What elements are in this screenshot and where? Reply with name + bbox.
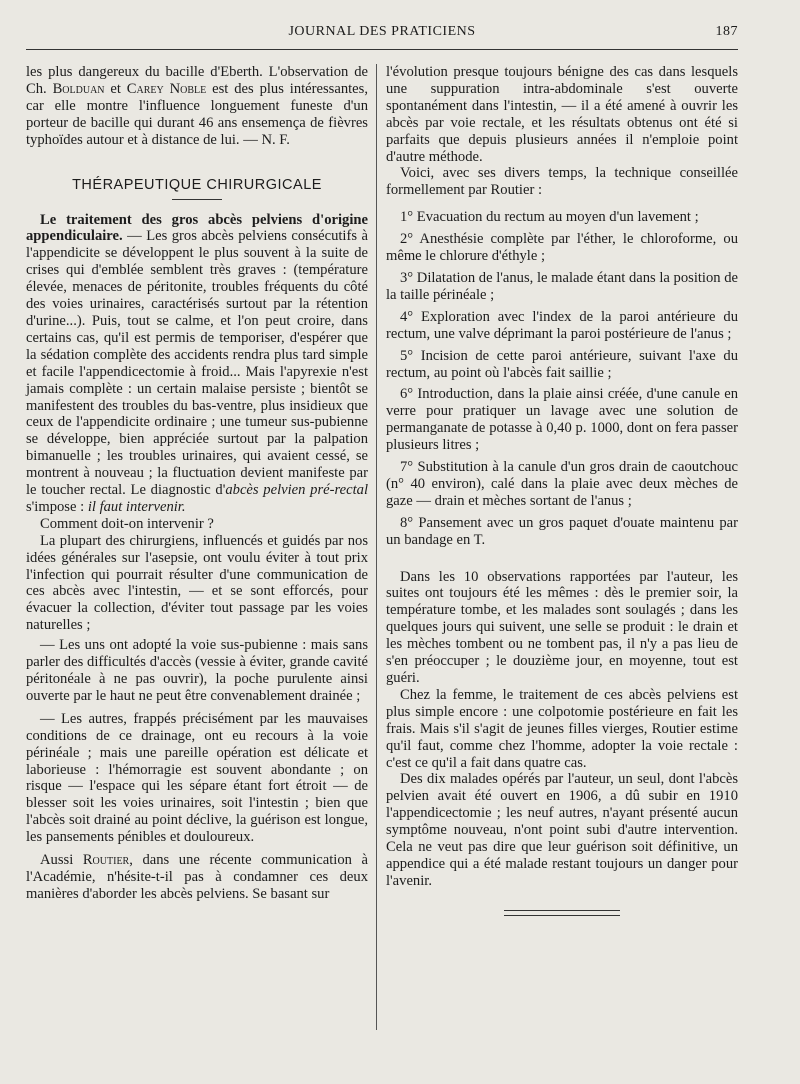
technique-steps (386, 209, 738, 548)
article-paragraph: — Les uns ont adopté la voie sus-pubienne : mais sans parler des difficultés d'accès (vessie à éviter, grande cavité péritonéale à ne pas ouvrir), la poche purulente ainsi ouverte par le haut ne peut être convenablement drainée ; (26, 637, 368, 704)
page-header (26, 24, 738, 46)
article-paragraph: Le traitement des gros abcès pelviens d'origine appendiculaire. — Les gros abcès pelviens consécutifs à l'appendicite se développent le plus souvent à la suite de crises qui d'emblée semblent très graves : (température élevée, menaces de péritonite, troubles fréquents du côté des voies urinaires, caractérisés surtout par la rétention d'urine...). Puis, tout se calme, et l'on peut croire, dans certains cas, qu'il est permis de temporiser, d'espérer que la sédation complète des accidents rendra plus tard simple et facile l'appendicectomie à froid... Mais l'apyrexie n'est jamais complète : un certain malaise persiste ; bientôt se manifestent des troubles du bas-ventre, plus insidieux que ceux de l'appendicite ordinaire ; une tumeur sus-pubienne se développe, bien appréciée surtout par la palpation bimanuelle ; les troubles urinaires, qui avaient cessé, se montrent à nouveau ; la fluctuation devient manifeste par le toucher rectal. Le diagnostic d'abcès pelvien pré-rectal s'impose : il faut intervenir. (26, 211, 368, 515)
technique-step: 6° Introduction, dans la plaie ainsi créée, d'une canule en verre pour pratiquer un lavage avec une solution de permanganate de potasse à 0,40 p. 1000, dont on fera passer plusieurs litres ; (386, 386, 738, 454)
technique-step: 8° Pansement avec un gros paquet d'ouate maintenu par un bandage en T. (386, 514, 738, 548)
header-rule (26, 49, 738, 50)
article-paragraph: l'évolution presque toujours bénigne des cas dans lesquels une suppuration intra-abdominale s'est ouverte spontanément dans l'intestin, — il a été amené à ouvrir les abcès par voie rectale, et les résultats obtenus ont été si parfaits que depuis plusieurs années il n'emploie point d'autre méthode. (386, 64, 738, 165)
right-column (386, 64, 738, 916)
column-divider (376, 64, 377, 1030)
article-title: Le traitement des gros abcès pelviens d'origine appendiculaire. (26, 211, 368, 245)
author-name: Routier (82, 852, 130, 869)
article-paragraph: Dans les 10 observations rapportées par l'auteur, les suites ont toujours été les mêmes : dès le premier soir, la température tombe, et les malades sont soulagés ; dans les quelques jours qui suivent, une selle se produit : le drain et les mèches tombent ou ne tombent pas, il n'y a pas lieu de s'en préoccuper ; le douzième jour, en moyenne, tout est guéri. (386, 568, 738, 686)
technique-step: 7° Substitution à la canule d'un gros drain de caoutchouc (n° 40 environ), calé dans la plaie avec deux mèches de gaze — drain et mèches sortant de l'anus ; (386, 459, 738, 509)
article-paragraph: Aussi Routier, dans une récente communication à l'Académie, n'hésite-t-il pas à condamner ces deux manières d'aborder les abcès pelviens. Se basant sur (26, 852, 368, 902)
article-paragraph: — Les autres, frappés précisément par les mauvaises conditions de ce drainage, ont eu recours à la voie périnéale ; mais une pareille opération est délicate et laborieuse : l'hémorragie est souvent abondante ; on risque — l'espace qui les sépare étant fort étroit — de blesser soit les voies urinaires, soit l'intestin ; bien que l'abcès soit drainé au point déclive, la guérison est longue, les pansements pénibles et douloureux. (26, 710, 368, 846)
journal-title: JOURNAL DES PRATICIENS (288, 24, 476, 39)
page-number: 187 (715, 24, 738, 39)
end-of-article-rule (504, 910, 620, 916)
intro-paragraph: les plus dangereux du bacille d'Eberth. L'observation de Ch. Bolduan et Carey Noble est des plus intéressantes, car elle montre l'influence longuement funeste d'un porteur de bacille qui durant 46 ans ensemença de fièvres typhoïdes autour et à distance de lui. — N. F. (26, 64, 368, 148)
left-column (26, 64, 368, 903)
section-title: THÉRAPEUTIQUE CHIRURGICALE (72, 176, 322, 193)
author-name: Carey Noble (126, 80, 207, 97)
article-paragraph: Chez la femme, le traitement de ces abcès pelviens est plus simple encore : une colpotomie postérieure en fait les frais. Mais s'il s'agit de jeunes filles vierges, Routier estime qu'il faut, comme chez l'homme, adopter la voie rectale : c'est ce qu'il a fait dans quatre cas. (386, 686, 738, 771)
article-paragraph: Comment doit-on intervenir ? (40, 515, 214, 532)
technique-step: 5° Incision de cette paroi antérieure, suivant l'axe du rectum, au point où l'abcès fait saillie ; (386, 347, 738, 381)
article-paragraph: Des dix malades opérés par l'auteur, un seul, dont l'abcès pelvien avait été ouvert en 1906, a dû subir en 1910 l'appendicectomie ; les neuf autres, n'ayant présenté aucun symptôme nouveau, n'ont point subi d'autre intervention. Cela ne veut pas dire que leur guérison soit définitive, un appendice qui a été malade restant toujours un danger pour l'avenir. (386, 771, 738, 889)
article-paragraph: Voici, avec ses divers temps, la technique conseillée formellement par Routier : (386, 165, 738, 199)
section-rule (172, 199, 222, 200)
technique-step: 1° Evacuation du rectum au moyen d'un lavement ; (400, 209, 699, 226)
technique-step: 4° Exploration avec l'index de la paroi antérieure du rectum, une valve déprimant la paroi postérieure de l'anus ; (386, 308, 738, 342)
technique-step: 3° Dilatation de l'anus, le malade étant dans la position de la taille périnéale ; (386, 269, 738, 303)
author-name: Bolduan (52, 80, 105, 97)
article-paragraph: La plupart des chirurgiens, influencés et guidés par nos idées générales sur l'asepsie, ont voulu éviter à tout prix l'infection qui pourrait résulter d'une communication de ces abcès avec l'intestin, — et se sont efforcés, pour évacuer la collection, d'éviter tout passage par les voies naturelles ; (26, 532, 368, 634)
technique-step: 2° Anesthésie complète par l'éther, le chloroforme, ou même le chlorure d'éthyle ; (386, 231, 738, 265)
